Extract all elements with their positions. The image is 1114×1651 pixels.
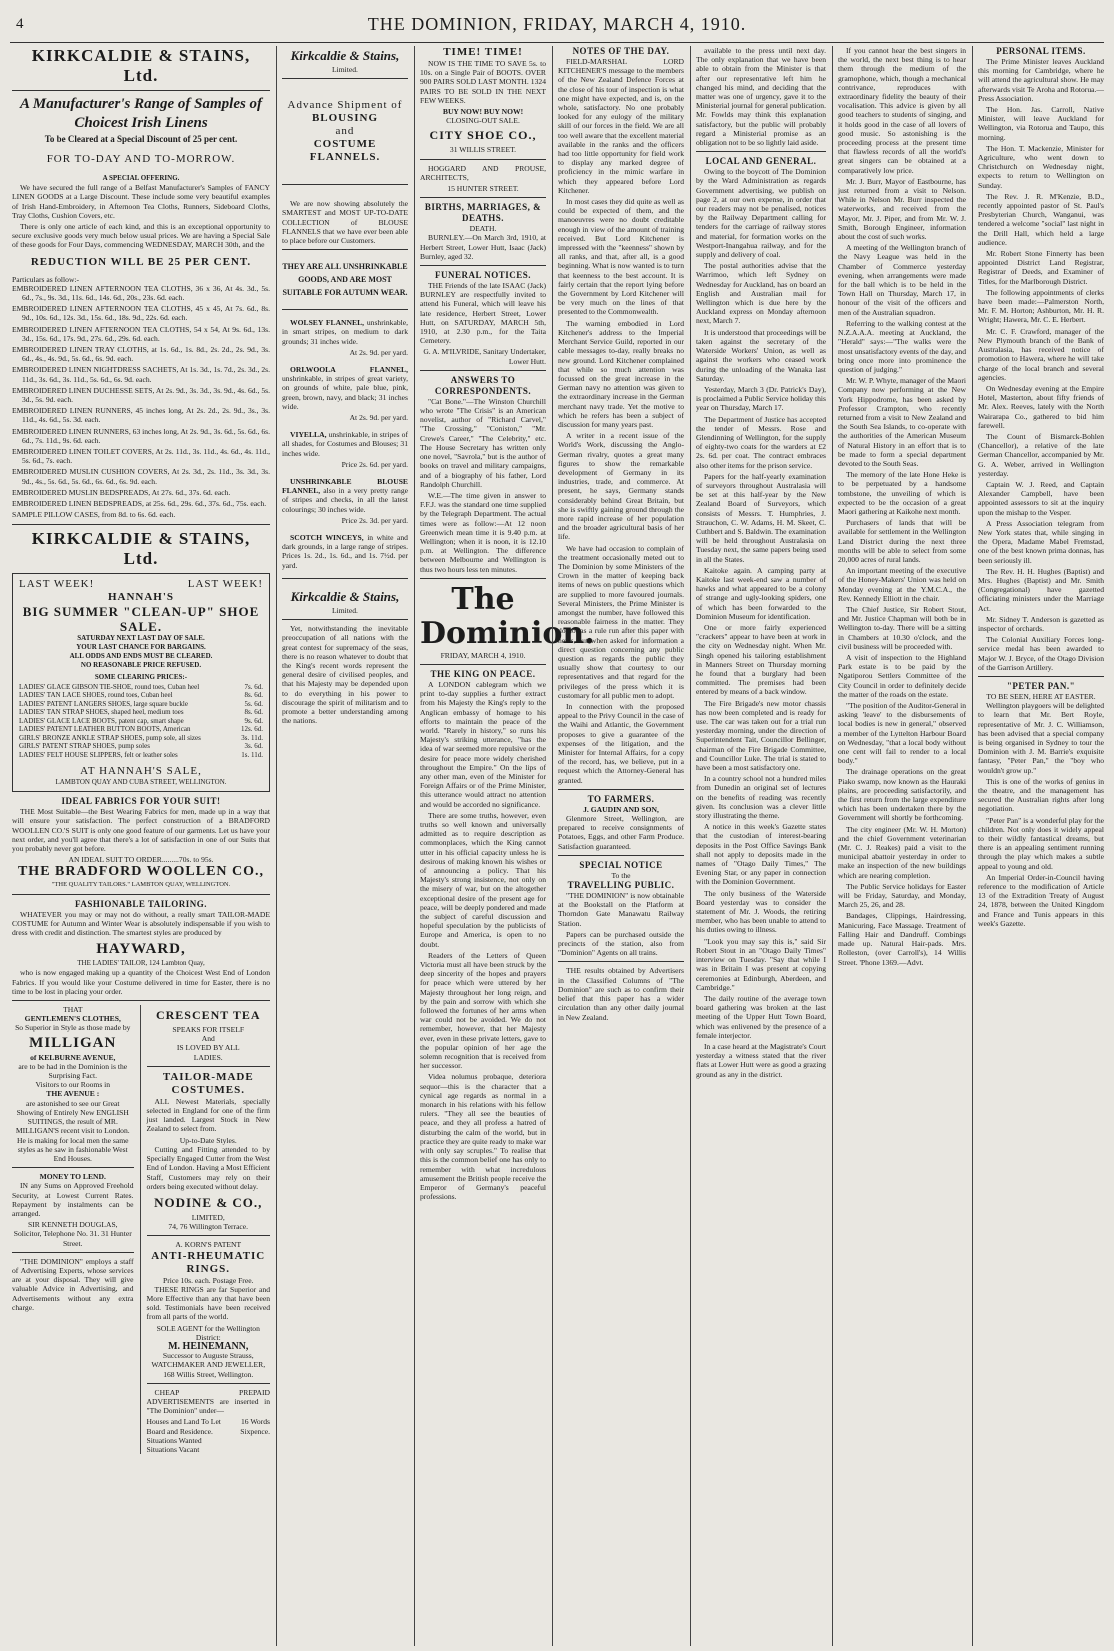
column-6 [838,46,966,1646]
cheap-item: Situations Vacant [146,1444,200,1454]
column-rule [552,46,553,1646]
column-1 [12,46,270,1646]
crescent-l1: SPEAKS FOR ITSELF [172,1025,245,1035]
milligan-superior: So Superior in Style as those made by [15,1023,131,1033]
rings-title-2: ANTI-RHEUMATIC [151,1249,266,1262]
local-p10: In a country school not a hundred miles from Dunedin an original set of lectures on the benefits of reading was recently given. Its conclusion was a clever little story illustrating the theme. [696,774,826,821]
sale-headline: BIG SUMMER "CLEAN-UP" SHOE SALE. [22,603,260,634]
ad-title-2: KIRKCALDIE & STAINS, Ltd. [31,528,251,568]
cheap-item: Situations Wanted [146,1435,202,1445]
flannel-item: WOLSEY FLANNEL, unshrinkable, in smart stripes, on medium to dark grounds; 31 inches wide. At 2s. 9d. per yard. [282,318,408,357]
milligan-avenue: THE AVENUE : [46,1089,100,1099]
dominion-experts: "THE DOMINION" employs a staff of Advertising Experts, whose services are at your disposal. They will give valuable Advice in Advertising, and Advertisements without any extra charge. [12,1256,134,1312]
notes-p4: A writer in a recent issue of the World's Work, discussing the Anglo-German rivalry, quotes a great many figures to show the remarkable development of Germany in its industries, trade, and commerce. At present, he says, Germany stands considerably behind Great Britain, but she is swiftly gaining ground through the more rapid increase of her population and the broader agricultural basis of her life. [558,431,684,542]
personal-p7: Mr. C. F. Crawford, manager of the New Plymouth branch of the Bank of Australasia, has received notice of promotion to Hawera, where he will take charge of the local branch and several agencies. [978,326,1104,382]
bradford-title: IDEAL FABRICS FOR YOUR SUIT! [61,796,221,807]
kirk-advance: Advance Shipment of [287,99,403,112]
answers-text: "Cat Bone."—The Winston Churchill who wrote "The Crisis" is an American novelist, author of "Richard Carvel," "The Crossing," "Coniston," "Mr. Crewe's Career," "The Celebrity," etc. The House Secretary has written only one novel, "Savrola," but is the author of books on travel and military campaigns, and of a biography of his father, Lord Randolph Churchill. [420,396,546,489]
c6-p11: "The position of the Auditor-General in asking 'leave' to the disbursements of local bodies is new in general," observed a member of the Lyttelton Harbour Board on Wednesday, "that a local body without one cent will fail to render to a local body." [838,701,966,766]
nodine-styles: Up-to-Date Styles. [179,1135,237,1145]
local-p11: A notice in this week's Gazette states that the custodian of interest-bearing deposits in the Post Office Savings Bank shall not apply to deposits made in the names of "Otago Daily Times," The Evening Star, or any paper in connection with the Dominion Government. [696,822,826,887]
crescent-l2: And [201,1034,215,1044]
price-row: LADIES' FELT HOUSE SLIPPERS, felt or leather soles 1s. 11d. [19,750,263,759]
column-1b [147,1005,270,1454]
list-item: EMBROIDERED MUSLIN CUSHION COVERS, At 2s. 3d., 2s. 11d., 3s. 3d., 3s. 9d., 4s., 5s. 6d., 5s. 6d., 6s. 6d., 6s. 9d. each. [12,467,270,486]
c6-p10: A visit of inspection to the Highland Park estate is to be paid by the Ngatiporou Settlers Committee of the City Council in order to definitely decide the matter of the roads on the estate. [838,653,966,699]
last-chance: YOUR LAST CHANCE FOR BARGAINS. [76,642,206,651]
list-item: EMBROIDERED LINEN DUCHESSE SETS, At 2s. 9d., 3s. 3d., 3s. 9d., 4s. 6d., 5s. 3d., 5s. 9d. each. [12,385,270,405]
kirk-unshrinkable: THEY ARE ALL UNSHRINKABLE GOODS, AND ARE MOST SUITABLE FOR AUTUMN WEAR. [282,262,408,298]
list-item: EMBROIDERED LINEN TRAY CLOTHS, at 1s. 6d., 1s. 8d., 2s. 2d., 2s. 9d., 3s. 6d., 4s., 4s. 9d., 5s. 6d., 6s. 9d. each. [12,345,270,364]
page-number: 4 [16,16,24,32]
hayward-title: FASHIONABLE TAILORING. [74,898,208,909]
list-item: EMBROIDERED LINEN TOILET COVERS, At 2s. 11d., 3s. 11d., 4s. 6d., 4s. 11d., 5s. 6d., 7s. each. [12,447,270,466]
notes-p6: In connection with the proposed appeal to the Privy Council in the case of the Waihi and Atlantic, the Government proposes to give a guarantee of the expenses of the litigation, and the Minister for Internal Affairs, for a copy of the record, has, we believe, put in a request which the Attorney-General has granted. [558,702,684,785]
bradford-tagline: "THE QUALITY TAILORS." LAMBTON QUAY, WELLINGTON. [51,881,231,889]
personal-p6: The following appointments of clerks have been made:—Palmerston North, Mr. F. M. Horton; Ashburton, Mr. H. R. Wright; Hawera, Mr. C. E. Herbert. [978,287,1104,325]
results-text: THE results obtained by Advertisers in the Classified Columns of "The Dominion" are such as to confirm their belief that this paper has a wider circulation than any other daily journal in New Zealand. [558,966,684,1022]
nodine-name: NODINE & CO., [154,1194,263,1210]
column-2 [282,46,408,1646]
funeral-title: FUNERAL NOTICES. [434,270,532,281]
masthead-rule [10,42,1104,43]
c6-p5: Mr. W. P. Whyte, manager of the Maori Company now performing at the New York Hippodrome, has been asked by Professor Crampton, who recently returned from a visit to New Zealand and the South Sea Islands, to co-operate with the authorities of the American Museum of Natural History in an effort that is to be made to form a special department devoted to the South Seas. [838,376,966,468]
last-week-label-2: LAST WEEK! [187,577,263,590]
personal-title: PERSONAL ITEMS. [996,46,1086,56]
ad-hayward [12,899,270,996]
personal-p8: On Wednesday evening at the Empire Hotel, Masterton, about fifty friends of Mr. Alex. Reeves, lately with the North Wairarapa Co., gathered to bid him farewell. [978,383,1104,430]
kirk-text: We are now showing absolutely the SMARTEST and MOST UP-TO-DATE COLLECTION of BLOUSE FLANNELS that we have ever been able to place before our Customers. [282,199,408,246]
milligan-visitors: Visitors to our Rooms in [35,1080,111,1090]
local-p6: Papers for the half-yearly examination of surveyors throughout Australasia will be set at this half-year by the New Zealand Board of Surveyors, which consists of Messrs. T. Humphries, J. Strauchon, C. W. Adams, H. M. Skeet, C. Cuthbert and S. Baldwin. The examination will be held throughout Australasia on Tuesday next, the same papers being used in all the States. [696,471,826,564]
milligan-best: are to be had in the Dominion is the Surprising Fact. [18,1061,128,1081]
c6-p12: The drainage operations on the great Piako swamp, now known as the Hauraki plains, are proceeding satisfactorily, and the first return from the large expenditure which has been undertaken there by the Government will shortly be forthcoming. [838,767,966,823]
ad-hannah-sale [12,573,270,793]
list-item: EMBROIDERED LINEN AFTERNOON TEA CLOTHS, 36 x 36, At 4s. 3d., 5s. 6d., 7s., 9s. 3d., 11s. 6d., 14s. 6d., 20s., 23s. 6d. each. [12,283,270,303]
notes-p5: We have had occasion to complain of the treatment occasionally meted out to The Dominion by some Ministers of the Crown in the matter of keeping back items of news on public questions which are supplied to more favoured journals. Several Ministers, the Prime Minister is amongst the number, have followed this reasonable fairness in the matter. They do not as a rule run after this paper with news, but when asked for information a direct question concerning any public question as regards the public they usually show that courtesy to our representatives and that regard for the privileges of the press which it is customary for all public men to adopt. [558,543,684,700]
nodine-title: TAILOR-MADE [162,1070,254,1083]
special-to: To the [611,870,631,880]
bmd-death: DEATH. [469,224,497,234]
peter-p2: This is one of the works of genius in the theatre, and the management has secured the Australian rights after long negotiation. [978,776,1104,814]
personal-p2: The Hon. Jas. Carroll, Native Minister, will leave Auckland for Wellington, via Rotorua and Taupo, this morning. [978,105,1104,142]
personal-p4: The Rev. J. R. M'Kenzie, B.D., recently appointed pastor of St. Paul's Presbyterian Church, Wanganui, was tendered a welcome "social" last night in the Drill Hall, which held a large audience. [978,191,1104,247]
milligan-astonished: are astonished to see our Great Showing of Entirely New ENGLISH SUITINGS, the result of MR. MILLIGAN'S recent visit to London. He is making for local men the same styles as he saw in fashionable West End Houses. [15,1098,130,1163]
milligan-name: MILLIGAN [29,1034,117,1051]
king-p2: There are some truths, however, even truths so well known and universally admitted as to require description as commonplaces, which the King cannot utter in his official capacity unless he is desirous of making known his wishes or of announcing a policy. That his Majesty's strong insistence, not only on the misery of war, but on the altogether exceptional desire of the present age for peace, will be deeply pondered and made the subject of careful discussion and hopeful speculation by the publicists of Europe and America, is open to no doubt. [420,810,546,949]
list-item: EMBROIDERED LINEN AFTERNOON TEA CLOTHS, 45 x 45, At 7s. 6d., 8s. 9d., 10s. 6d., 12s. 3d., 15s. 6d., 18s. 9d., 22s. 6d. each. [12,304,270,323]
cont-p1: available to the press until next day. The only explanation that we have been able to obtain from the Minister is that after our representative left him he changed his mind, and deciding that the matter was one of urgency, gave it to the Ministerial journal for general publication. Mr. Fowlds may think this explanation satisfactory, but the public will probably regard a Ministerial promise as an obligation not to be so lightly laid aside. [696,46,826,148]
cheap-table [147,1417,270,1454]
dominion-date: FRIDAY, MARCH 4, 1910. [440,650,526,660]
prices-title: SOME CLEARING PRICES:- [94,673,188,682]
cheap-price: 16 Words [241,1417,270,1427]
rings-agent: SOLE AGENT for the Wellington District: [156,1323,260,1342]
bradford-text: THE Most Suitable—the Best Wearing Fabrics for men, made up in a way that will ensure your satisfaction. The perfect construction of a BRADFORD WOOLLEN CO.'S SUIT is only one good feature of our garments. Let us have your next order, and you'll agree that there's a lot of satisfaction in one of our Suits that you probably never got before. [12,807,270,854]
rings-title: A. KORN'S PATENT [175,1240,242,1250]
price-row: LADIES' PATENT LANGERS SHOES, large square buckle 5s. 6d. [19,699,263,708]
column-7 [978,46,1104,1646]
ad-milligan [12,1005,134,1454]
notes-title: NOTES OF THE DAY. [572,46,670,56]
flannel-item: VIYELLA, unshrinkable, in stripes of all shades, for Costumes and Blouses; 31 inches wide. Price 2s. 6d. per yard. [282,430,408,469]
hayward-text: WHATEVER you may or may not do without, a really smart TAILOR-MADE COSTUME for Autumn and Winter Wear is absolutely indispensable if you wish to dress with credit and distinction. The smartest styles are produced by [12,909,270,938]
c6-p6: The memory of the late Hone Heke is to be perpetuated by a handsome tombstone, the unveiling of which is expected to be the occasion of a great Maori gathering at Kaikohe next month. [838,470,966,516]
time-text: NOW IS THE TIME TO SAVE 5s. to 10s. on a Single Pair of BOOTS. OVER 900 PAIRS SOLD LAST MONTH. 1324 PAIRS TO BE SOLD IN THE NEXT FEW WEEKS. [420,59,546,105]
nodine-limited: LIMITED, [191,1212,225,1222]
newspaper-title: THE DOMINION, FRIDAY, MARCH 4, 1910. [367,14,747,34]
column-rule [972,46,973,1646]
rings-address: 168 Willis Street, Wellington. [163,1369,254,1379]
price-row: LADIES' PATENT LEATHER BUTTON BOOTS, American 12s. 6d. [19,725,263,734]
column-rule [276,46,277,1646]
crescent-l3: IS LOVED BY ALL [176,1043,240,1053]
milligan-of: of KELBURNE AVENUE, [30,1052,116,1062]
odds-ends: ALL ODDS AND ENDS MUST BE CLEARED. [69,651,213,660]
list-item: EMBROIDERED LINEN NIGHTDRESS SACHETS, At 1s. 3d., 1s. 7d., 2s. 3d., 2s. 11d., 3s. 6d., 3s. 11d., 5s. 6d., 6s. 9d. each. [12,365,270,384]
peter-p1: Wellington playgoers will be delighted to learn that Mr. Bert Royle, representative of Mr. J. C. Williamson, has been advised that a special company is being organised in Sydney to tour the Dominion with J. M. Barrie's exquisite fantasy, "Peter Pan," the "boy who wouldn't grow up." [978,701,1104,775]
flannel-item: ORLWOOLA FLANNEL, unshrinkable, in stripes of great variety, on grounds of white, pale blue, pink, green, brown, navy, and black; 31 inches wide. At 2s. 9d. per yard. [282,365,408,423]
farmers-title: TO FARMERS. [587,793,655,804]
kirk-blousing: BLOUSING [311,112,379,125]
no-refused: NO REASONABLE PRICE REFUSED. [80,661,202,670]
peter-p4: An Imperial Order-in-Council having reference to the modification of Article 13 of the Extradition Treaty of August 24, 1878, between the United Kingdom and France and Tunis appears in this week's Gazette. [978,872,1104,928]
money-title: MONEY TO LEND. [39,1172,106,1182]
cheap-text: CHEAP PREPAID ADVERTISEMENTS are inserted in "The Dominion" under— [146,1387,270,1416]
c6-p13: The city engineer (Mr. W. H. Morton) and the chief Government veterinarian (Mr. C. J. Reakes) paid a visit to the municipal abattoir yesterday in order to make an inspection of the new buildings which are nearing completion. [838,824,966,880]
flannel-item: UNSHRINKABLE BLOUSE FLANNEL, also in a very pretty range of stripes and checks, in all the latest colourings; 30 inches wide. Price 2s. 3d. per yard. [282,477,408,525]
at-sale: AT HANNAH'S SALE, [80,765,202,778]
money-text: IN any Sums on Approved Freehold Security, at Lowest Current Rates. Repayment by instalments can be arranged. [12,1181,134,1218]
personal-p5: Mr. Robert Stone Finnerty has been appointed District Land Registrar, Registrar of Deeds, and Examiner of Titles, for the Marlborough District. [978,249,1104,286]
personal-p9: The Count of Bismarck-Bohlen (Chancellor), a relative of the late German Chancellor, accompanied by Mr. G. A. Weber, arrived in Wellington yesterday. [978,431,1104,478]
sale-address: LAMBTON QUAY AND CUBA STREET, WELLINGTON. [55,778,227,787]
time-address: 31 WILLIS STREET. [449,145,517,155]
crescent-title: CRESCENT TEA [155,1008,261,1023]
column-4 [558,46,684,1646]
ad-when: FOR TO-DAY AND TO-MORROW. [46,153,236,165]
list-item: EMBROIDERED MUSLIN BEDSPREADS, At 27s. 6d., 37s. 6d. each. [12,487,231,497]
flannel-list [282,318,408,570]
bradford-order: AN IDEAL SUIT TO ORDER.........70s. to 95s. [68,855,214,865]
personal-p10: Captain W. J. Reed, and Captain Alexander Campbell, have been appointed assessors to sit at the inquiry upon the mishap to the Vesper. [978,479,1104,517]
nodine-text-2: Cutting and Fitting attended to by Specially Engaged Cutter from the West End of London. Having a Most Efficient Staff, Customers may rely on their orders being executed without delay. [146,1144,270,1191]
bmd-title: BIRTHS, MARRIAGES, & DEATHS. [424,202,542,224]
kirk-and: and [335,125,355,138]
hoggard-text: HOGGARD AND PROUSE, ARCHITECTS, [420,163,546,182]
dominion-nameplate: The Dominion. [420,581,595,651]
local-title: LOCAL AND GENERAL. [705,156,817,167]
notes-p3: The warning embodied in Lord Kitchener's address to the Imperial Merchant Service Guild, reported in our cable messages to-day, really breaks no new ground. Lord Kitchener complained that while so much attention was focussed on the great increase in the German navy no attention was given to the extraordinary increase in the German merchant navy trade. Yet the motive to which he refers has been a subject of discussion for many years past. [558,318,684,429]
local-p1: Owing to the boycott of The Dominion by the Ward Administration as regards Government advertising, we publish on page 2, at our own expense, in order that our readers may not be penalised, notices by the Railway Department calling for tenders for the carriage of railway stores and material, for formation works on the Westport-Inangahua railway, and for the supply and delivery of coal. [696,167,826,260]
local-p12: The only business of the Waterside Board yesterday was to consider the statement of Mr. J. Woods, the retiring member, who has been unable to attend to his duties owing to illness. [696,888,826,935]
offer-text: We have secured the full range of a Belfast Manufacturer's Samples of FANCY LINEN GOODS at a Large Discount. These include some very beautiful examples of Irish Hand-Embroidery, in Afternoon Tea Cloths, Runners, Sideboard Cloths, Tray Cloths, Cushion Covers, etc. [12,183,270,220]
particulars-label: Particulars as follow:- [12,274,80,284]
price-row: LADIES' TAN LACE SHOES, round toes, Cuban heel 8s. 6d. [19,691,263,700]
cheap-price: Sixpence. [240,1426,270,1436]
hayward-name: HAYWARD, [96,941,186,958]
bradford-company: THE BRADFORD WOOLLEN CO., [17,864,265,880]
cheap-item: Board and Residence. [146,1426,213,1436]
travelling-public: TRAVELLING PUBLIC. [567,880,675,891]
crescent-l4: LADIES. [193,1052,223,1062]
local-p3: It is understood that proceedings will be taken against the secretary of the Waterside Workers' Union, as well as against the workers who ceased work during the unloading of the Wanaka last Saturday. [696,327,826,383]
funeral-signed: G. A. M'ILVRIDE, Sanitary Undertaker, Lower Hutt. [423,347,546,366]
offer-title: A SPECIAL OFFERING. [102,174,180,182]
local-p15: In a case heard at the Magistrate's Court yesterday a witness stated that the river flats at Lower Hutt were as good a grazing ground as any in the district. [696,1041,826,1079]
personal-p12: The Rev. H. H. Hughes (Baptist) and Mrs. Hughes (Baptist) and Mr. Smith (Congregational) have gazetted officiating ministers under the Marriage Act. [978,566,1104,613]
time-buy: BUY NOW! BUY NOW! [442,107,524,117]
ad-subhead: To be Cleared at a Special Discount of 25 per cent. [44,134,238,144]
peter-title: "PETER PAN." [1006,681,1076,691]
kirk-limited-2: Limited. [332,605,358,615]
rings-sub-2: WATCHMAKER AND JEWELLER, [151,1360,266,1370]
c6-p3: A meeting of the Wellington branch of the Navy League was held in the Chamber of Commerce yesterday evening, when arrangements were made for the ball which is to be held in the Town Hall on Thursday, March 17, in honour of the visit of the officers and men of the Australian squadron. [838,243,966,317]
gaudin-name: J. GAUDIN AND SON, [583,804,659,814]
last-week-label: LAST WEEK! [19,577,95,590]
c6-p14: The Public Service holidays for Easter will be Friday, Saturday, and Monday, March 25, 26, and 28. [838,881,966,910]
answers-title: ANSWERS TO CORRESPONDENTS. [434,374,532,396]
c6-p9: The Chief Justice, Sir Robert Stout, and Mr. Justice Chapman will both be in Wellington to-day. There will be a sitting in Chambers at 10.30 o'clock, and the civil business will be proceeded with. [838,604,966,651]
c6-p8: An important meeting of the executive of the Honey-Makers' Union was held on Monday evening at the Y.M.C.A., the Rev. Kennedy Elliott in the chair. [838,566,966,603]
list-item: EMBROIDERED LINEN RUNNERS, 63 inches long, At 2s. 9d., 3s. 6d., 5s. 6d., 6s. 6d., 7s. 11d., 9s. 6d. each. [12,426,270,445]
list-item: EMBROIDERED LINEN AFTERNOON TEA CLOTHS, 54 x 54, At 9s. 6d., 13s. 3d., 15s. 6d., 17s. 9d., 27s. 6d., 29s. 6d. each. [12,324,270,343]
time-closing: CLOSING-OUT SALE. [446,116,520,126]
local-p14: The daily routine of the average town board gathering was broken at the last meeting of the Upper Hutt Town Board, which was enlivened by the presence of a female interjector. [696,993,826,1040]
price-row: LADIES' TAN STRAP SHOES, shaped heel, medium toes 8s. 6d. [19,708,263,717]
last-day: SATURDAY NEXT LAST DAY OF SALE. [77,633,205,642]
continuation: Yet, notwithstanding the inevitable preoccupation of all nations with the great contest for supremacy of the seas, there is no reason whatever to doubt that the King's recent words represent the general desire of civilised peoples, and that his Majesty may be depended upon to do everything in his power to discourage the spirit of militarism and to promote a better understanding among the nations. [282,624,408,726]
c6-p1: If you cannot hear the best singers in the world, the next best thing is to hear them through the medium of the gramophone, which, though a mechanical contrivance, reproduces with extraordinary fidelity the beauty of their vocalisation. This advice is given by all good teachers to students of singing, and it holds good in the case of all lovers of good music. So astonishing is the proceeding process at the present time that flawless records of all the world's great singers can be obtained at a comparatively low price. [838,46,966,175]
travelling-text-2: Papers can be purchased outside the precincts of the station, also from "Dominion" Agents on all trains. [558,929,684,958]
hoggard-address: 15 HUNTER STREET. [447,184,519,194]
bottom-row [12,1005,270,1454]
milligan-that: THAT [63,1005,83,1015]
c6-p7: Purchasers of lands that will be available for settlement in the Wellington Land District during the next three months will be able to select from some 20,000 acres of rural lands. [838,518,966,564]
time-name: CITY SHOE CO., [429,128,537,143]
peter-sub: TO BE SEEN, HERE AT EASTER. [986,692,1096,701]
notes-p2: In most cases they did quite as well as could be expected of them, and the manoeuvres were no doubt creditable enough in view of the amount of training received. But Lord Kitchener is impressed with the "keenness" shown by all ranks, and that, after all, is a good beginning. What is now wanted is to turn that keenness to the best account. It is fairly certain that the report lying before the Government by Lord Kitchener will be very much on the lines of that presented to the Commonwealth. [558,197,684,317]
masthead [0,14,1114,40]
money-name: SIR KENNETH DOUGLAS, [27,1220,118,1230]
personal-p13: Mr. Sidney T. Anderson is gazetted as inspector of orchards. [978,614,1104,633]
cheap-item: Houses and Land To Let [146,1417,221,1427]
column-5 [696,46,826,1646]
local-p4: Yesterday, March 3 (Dr. Patrick's Day), is proclaimed a Public Service holiday this year on Thursday, March 17. [696,384,826,413]
rings-name: M. HEINEMANN, [168,1340,249,1352]
king-title: THE KING ON PEACE. [430,668,536,679]
time-title: TIME! TIME! [443,46,523,58]
column-rule [832,46,833,1646]
milligan-gents: GENTLEMEN'S CLOTHES, [24,1014,121,1024]
column-3 [420,46,595,1646]
local-p5: The Department of Justice has accepted the tender of Messrs. Rose and Glendinning of Wellington, for the supply of eighty-two coats for the warders at £2 2s. 6d. per coat. The contract embraces also other items for the prison service. [696,414,826,470]
reduction: REDUCTION WILL BE 25 PER CENT. [30,255,252,268]
c6-ad: Bandages, Clippings, Hairdressing, Manicuring, Face Massage. Treatment of Falling Hair and Dandruff. Combings made up. Natural Hair-pads. Mrs. Rolleston, (over Carroll's), 14 Willis Street. 'Phone 1369.—Advt. [838,911,966,967]
bmd-text: BURNLEY.—On March 3rd, 1910, at Herbert Street, Lower Hutt, Isaac (Jack) Burnley, aged 32. [420,233,546,261]
hannah-name: HANNAH'S [107,590,175,603]
column-rule [414,46,415,1646]
ad-kirkcaldie-linens [12,46,270,520]
funeral-text: THE Friends of the late ISAAC (Jack) BURNLEY are respectfully invited to attend his Funeral, which will leave his late residence, Herbert Street, Lower Hutt, on SATURDAY, MARCH 5th, 1910, at 2.30 p.m., for the Taita Cemetery. [420,281,546,346]
personal-p11: A Press Association telegram from New York states that, while singing in the Opera, Madame Mabel Fremstad, one of the best known prima donnas, has been seriously ill. [978,518,1104,565]
local-p8: One or more fairly experienced "crackers" appear to have been at work in the city on Wednesday night. When Mr. Singh opened his tailoring establishment in Manners Street on Thursday morning he found that a burglary had been committed. The premises had been entered by means of a back window. [696,622,826,697]
price-row: GIRLS' PATENT STRAP SHOES, pump soles 3s. 6d. [19,742,263,751]
local-p9: The Fire Brigade's new motor chassis has now been completed and is ready for use. The car was taken out for a trial run yesterday morning, under the direction of Superintendent Tait, Councillor Bellinger, chairman of the Fire Brigade Committee, and Councillor Luke. The trial is stated to have been a most satisfactory one. [696,698,826,773]
king-p3: Readers of the Letters of Queen Victoria must all have been struck by the deep sincerity of the hopes and prayers for peace which were uttered by her Majesty throughout her long reign, and by the pain and sorrow with which she followed the fortunes of her arms when war could not be avoided. We do not remember, however, that her Majesty ever, even in these private letters, gave to the popular opinion of her age the solemn recognition that is received from her successor. [420,950,546,1071]
c6-p2: Mr. J. Burr, Mayor of Eastbourne, has just returned from a visit to Nelson. While in Nelson Mr. Burr inspected the waterworks, and received from the Mayor, Mr. J. Piper, and from Mr. W. J. Smith, Borough Engineer, information about the cost of such works. [838,176,966,242]
travelling-text: "THE DOMINION" is now obtainable at the Bookstall on the Platform at Thorndon Gate Manawatu Railway Station. [558,891,684,928]
kirk-costume: COSTUME FLANNELS. [309,138,381,164]
local-p7: Kaitoke again. A camping party at Kaitoke last week-end saw a number of hawks and what appeared to be a colony of strange and ugly-looking spiders, one of which has been forwarded to the Dominion Museum for identification. [696,565,826,621]
ad-headline: A Manufacturer's Range of Samples of Choicest Irish Linens [19,96,263,131]
local-p13: "Look you may say this is," said Sir Robert Stout in an "Otago Daily Times" interview on Tuesday. "Say that while I was in Britain I was present at copying ceremonies at Edinburgh, Aberdeen, and Cambridge." [696,936,826,992]
peter-p3: "Peter Pan" is a wonderful play for the children. Not only does it widely appeal to their wildly fantastical dreams, but there is an appealing sentiment running through the play which makes a subtle appeal to young and old. [978,815,1104,871]
rings-price: Price 10s. each. Postage Free. [163,1275,254,1285]
price-row: GIRLS' BRONZE ANKLE STRAP SHOES, pump sole, all sizes 3s. 11d. [19,733,263,742]
local-p2: The postal authorities advise that the Warrimoo, which left Sydney on Wednesday for Auckland, has on board an English and Australian mail for Wellington which is due here by the Auckland express on Monday afternoon next, March 7. [696,261,826,326]
nodine-text: ALL Newest Materials, specially selected in England for one of the firm just landed. Largest Stock in New Zealand to select from. [146,1096,270,1134]
money-sub: Solicitor, Telephone No. 31. 31 Hunter Street. [13,1229,132,1248]
rings-text: THESE RINGS are far Superior and More Effective than any that have been sold. Testimonials have been received from all parts of the world. [146,1284,270,1322]
kirk-title-2: Kirkcaldie & Stains, [290,588,400,604]
kirk-title: Kirkcaldie & Stains, [290,48,400,63]
list-item: EMBROIDERED LINEN RUNNERS, 45 inches long, At 2s. 2d., 2s. 9d., 3s., 3s. 11d., 4s. 6d., 5s. 3d. each. [12,406,270,425]
price-row: LADIES' GLACE GIBSON TIE-SHOE, round toes, Cuban heel 7s. 6d. [19,682,263,691]
offer-text-2: There is only one article of each kind, and this is an exceptional opportunity to secure exclusive goods very much below usual prices. We are having a Special Sale of these goods for Four Days, commencing WEDNESDAY, MARCH 30th, and the [12,222,270,250]
price-list [19,683,263,760]
linen-list [12,284,270,520]
gaudin-text: Glenmore Street, Wellington, are prepared to receive consignments of Potatoes, Eggs, and other Farm Produce. Satisfaction guaranteed. [558,814,684,851]
column-rule [690,46,691,1646]
personal-p14: The Colonial Auxiliary Forces long-service medal has been awarded to Major W. J. Bryce, of the Otago Division of the Garrison Artillery. [978,635,1104,672]
nodine-address: 74, 76 Willington Terrace. [168,1222,249,1232]
hayward-sub: THE LADIES' TAILOR, 124 Lambton Quay, [77,959,205,968]
list-item: EMBROIDERED LINEN BEDSPREADS, at 25s. 6d., 29s. 6d., 37s. 6d., 75s. each. [12,499,267,509]
kirk-limited: Limited. [332,65,358,74]
king-p4: Videa nolumus probaque, deteriora sequor—this is the character that a cynical age regards as normal in a monarch in his relations with his fellow rulers. "They all see the beauties of peace, and they all profess a hatred of disturbing the calm of the world, but in practice they are quite ready to make war with only say scruples." To realise that this is the common belief one has only to remember with what incredulous amusement the British people receive the Emperor of Germany's peaceful professions. [420,1072,546,1202]
flannel-item: SCOTCH WINCEYS, in white and dark grounds, in a large range of stripes. Prices 1s. 2d., 1s. 6d., and 1s. 7½d. per yard. [282,533,408,570]
price-row: LADIES' GLACE LACE BOOTS, patent cap, smart shape 9s. 6d. [19,716,263,725]
personal-p1: The Prime Minister leaves Auckland this morning for Cambridge, where he will attend the agricultural show. He may afterwards visit Te Aroha and Rotorua.—Press Association. [978,57,1104,103]
special-notice: SPECIAL NOTICE [579,859,663,870]
ad-bradford [12,796,270,889]
notes-p1: FIELD-MARSHAL LORD KITCHENER'S message to the members of the New Zealand Defence Forces at the close of his tour of inspection is what one might have expected, and is, on the whole, satisfactory. No one probably looked for any eulogy of the military skill of our forces in the field. We are all too well aware that the excellent material available in the ranks and the officers had too little opportunity for field work to display any marked degree of proficiency in the mimic warfare in which they appeared before Lord Kitchener. [558,57,684,195]
list-item: SAMPLE PILLOW CASES, from 8d. to 6s. 6d. each. [12,510,176,520]
king-p1: A LONDON cablegram which we print to-day supplies a further extract from his Majesty the King's reply to the Anglican embassy of homage to his efforts to maintain the peace of the world. "Rarely in history," so runs his Majesty's striking utterance, "has the idea of war seemed more repulsive or the desire for peace more widely cherished throughout the Empire." On the lips of any other man, even of the Minister for Foreign Affairs or of the Prime Minister, this utterance would attract no attention and would be accorded no significance. [420,679,546,809]
rings-sub: Successor to Auguste Strauss, [162,1351,254,1361]
answers-text-2: W.E.—The time given in answer to F.F.J. was the standard one time supplied by the Telegraph Department. The actual times were as follow:—At 12 noon Greenwich mean time it is 9.40 p.m. at Wellington; when it is noon, it is 12.10 p.m. at Wellington. The difference between Melbourne and Wellington is thus two hours less ten minutes. [420,490,546,574]
hayward-text-2: who is now engaged making up a quantity of the Choicest West End of London Fabrics. If you would like your Costume delivered in time for Easter, there is no time to be lost in placing your order. [12,968,270,996]
ad-title: KIRKCALDIE & STAINS, Ltd. [31,46,251,85]
nodine-title-2: COSTUMES. [171,1083,245,1096]
personal-p3: The Hon. T. Mackenzie, Minister for Agriculture, who went down to Christchurch on Wednesday night, expects to return to Wellington on Sunday. [978,143,1104,190]
rings-title-3: RINGS. [186,1262,231,1275]
c6-p4: Referring to the walking contest at the N.Z.A.A.A. meeting at Auckland, the "Herald" says:—"The walks were the most unsatisfactory events of the day, and bring once more into prominence the question of judging." [838,318,966,374]
